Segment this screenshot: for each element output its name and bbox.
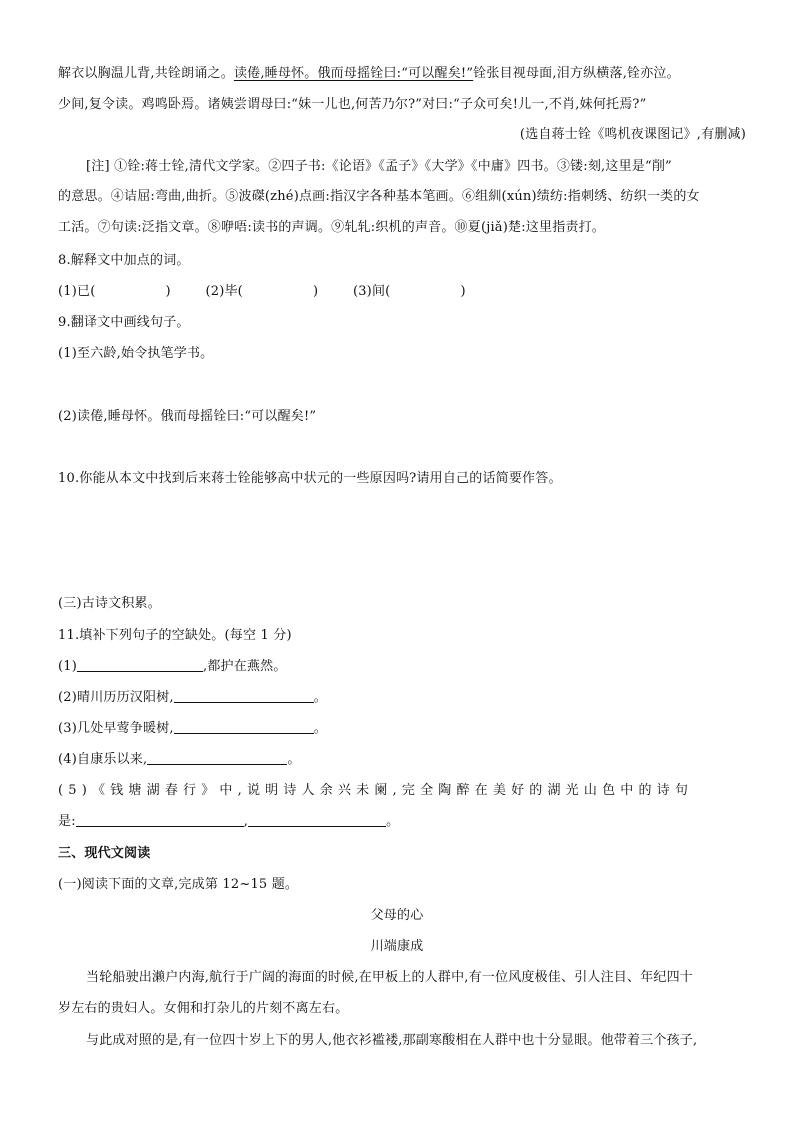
passage-source: (选自蒋士铨《鸣机夜课图记》,有删减) xyxy=(519,127,746,142)
fill-blank-2[interactable] xyxy=(174,690,314,703)
section-3-heading: (三)古诗文积累。 xyxy=(58,596,161,611)
notes-line-2: 的意思。④诘屈:弯曲,曲折。⑤波磔(zhé)点画:指汉字各种基本笔画。⑥组紃(xún)绩纺:指刺绣、纺织一类的女 xyxy=(58,189,700,204)
passage-line-2: 少间,复令读。鸡鸣卧焉。诸姨尝谓母曰:“妹一儿也,何苦乃尔?”对曰:“子众可矣!儿一,不肖,妹何托焉?” xyxy=(58,97,647,112)
q8-prompt: 8.解释文中加点的词。 xyxy=(58,253,190,268)
article-p1-line-1: 当轮船驶出濑户内海,航行于广阔的海面的时候,在甲板上的人群中,有一位风度极佳、引人注目、年纪四十 xyxy=(86,970,693,985)
article-title: 父母的心 xyxy=(370,908,424,923)
notes-line-3: 工活。⑦句读:泛指文章。⑧咿唔:读书的声调。⑨轧轧:织机的声音。⑩夏(jiǎ)楚:这里指责打。 xyxy=(58,220,606,235)
passage-text: 铨张目视母面,泪方纵横落,铨亦泣。 xyxy=(473,66,680,81)
passage-text: 解衣以胸温儿背,共铨朗诵之。 xyxy=(58,66,234,81)
article-author: 川端康成 xyxy=(370,939,424,954)
q11-prompt: 11.填补下列句子的空缺处。(每空 1 分) xyxy=(58,628,292,643)
fill-blank-5a[interactable] xyxy=(76,814,244,827)
q11-item-2: (2)晴川历历汉阳树, 。 xyxy=(58,690,327,705)
q11-item-5-answer: 是: , 。 xyxy=(58,814,400,829)
article-p2-line-1: 与此成对照的是,有一位四十岁上下的男人,他衣衫褴褛,那副寒酸相在人群中也十分显眼。他带着三个孩子, xyxy=(86,1033,698,1048)
fill-blank-3[interactable] xyxy=(174,721,314,734)
q8-item-2: (2)毕( xyxy=(205,284,243,299)
q8-answer-row: (1)已( ) (2)毕( ) (3)间( ) xyxy=(58,284,466,299)
q8-item-3: (3)间( xyxy=(352,284,391,299)
q11-item-3: (3)几处早莺争暖树, 。 xyxy=(58,721,327,736)
q11-item-1: (1) ,都护在燕然。 xyxy=(58,659,287,674)
article-p1-line-2: 岁左右的贵妇人。女佣和打杂儿的片刻不离左右。 xyxy=(58,1001,349,1016)
q9-prompt: 9.翻译文中画线句子。 xyxy=(58,315,190,330)
fill-blank-4[interactable] xyxy=(147,752,287,765)
q10-prompt: 10.你能从本文中找到后来蒋士铨能够高中状元的一些原因吗?请用自己的话简要作答。 xyxy=(58,471,562,486)
q9-item-1: (1)至六龄,始令执笔学书。 xyxy=(58,346,214,361)
q11-item-4: (4)自康乐以来, 。 xyxy=(58,752,301,767)
q9-item-2: (2)读倦,睡母怀。俄而母摇铨曰:“可以醒矣!” xyxy=(58,409,317,424)
part-3-instruction: (一)阅读下面的文章,完成第 12~15 题。 xyxy=(58,877,299,892)
underlined-sentence: 读倦,睡母怀。俄而母摇铨曰:“可以醒矣!” xyxy=(233,66,474,81)
notes-line-1: [注] ①铨:蒋士铨,清代文学家。②四子书:《论语》《孟子》《大学》《中庸》四书。③镂:刻,这里是“削” xyxy=(86,159,672,174)
fill-blank-1[interactable] xyxy=(77,659,203,672)
q11-item-5: (5)《钱塘湖春行》中,说明诗人余兴未阑,完全陶醉在美好的湖光山色中的诗句 xyxy=(58,783,694,798)
fill-blank-5b[interactable] xyxy=(248,814,386,827)
passage-line-1 xyxy=(58,65,746,83)
part-3-heading: 三、现代文阅读 xyxy=(58,846,151,861)
q8-item-1: (1)已( xyxy=(58,284,96,299)
